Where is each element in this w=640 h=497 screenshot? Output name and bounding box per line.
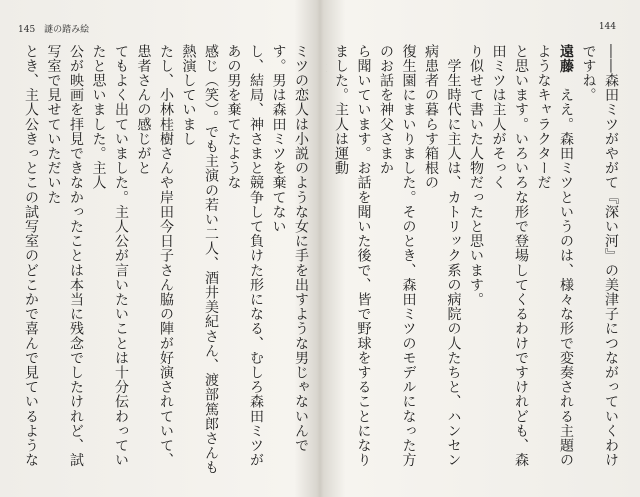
- line-text: てもよく出ていました。主人公が言いたいことは十分伝わっていたと思いました。主人: [90, 44, 129, 468]
- left-running-title: 謎の踏み絵: [44, 25, 90, 35]
- right-page-body: [326, 44, 622, 476]
- text-line: [16, 44, 42, 476]
- left-page-body: [16, 44, 312, 476]
- right-page: [320, 0, 640, 497]
- line-text: とき、主人公きっとこの試写室のどこかで喜んで見ているような: [23, 44, 39, 468]
- text-line: [465, 44, 488, 476]
- line-text: たし、小林桂樹さんや岸田今日子さん脇の陣が好演されていて、患者さんの感じがと: [135, 44, 174, 468]
- text-line: [177, 44, 222, 476]
- right-page-header: [599, 22, 622, 32]
- text-line: [42, 44, 87, 476]
- text-line: [330, 44, 375, 476]
- line-text: し、結局、神さまと競争して負けた形になる、むしろ森田ミツがあの男を棄てたような: [225, 44, 264, 468]
- text-line: [267, 44, 312, 476]
- text-line: [487, 44, 532, 476]
- text-line: [132, 44, 177, 476]
- line-text: 復生園にまいりました。そのとき、森田ミツのモデルになった方のお話を神父さまか: [378, 44, 417, 468]
- line-text: [326, 44, 327, 475]
- line-text: ミツの恋人は小説のような女に手を出すような男じゃないんです。男は森田ミツを棄てない: [270, 44, 309, 453]
- text-line: [420, 44, 465, 476]
- line-text: と思います。いろいろな形で登場してくるわけですけれども、森田ミツは主人がそっく: [490, 44, 529, 468]
- line-text: 学生時代に主人は、カトリック系の病院の人たちと、ハンセン病患者の暮らす箱根の: [423, 44, 462, 468]
- left-page-number: 145: [18, 25, 36, 35]
- right-page-number: 144: [598, 22, 616, 32]
- text-line: [87, 44, 132, 476]
- text-line: [222, 44, 267, 476]
- line-text: ――森田ミツがやがて『深い河』の美津子につながっていくわけですね。: [580, 44, 619, 468]
- text-line: [326, 44, 330, 476]
- text-line: [577, 44, 622, 476]
- line-text: 感じ（笑）。でも主演の若い二人、酒井美紀さん、渡部篤郎さんも熱演していまし: [180, 44, 219, 475]
- text-line: [375, 44, 420, 476]
- text-line: [532, 44, 577, 476]
- line-text: ら聞いています。お話を聞いた後で、皆で野球をすることになりました。主人は運動: [333, 44, 372, 468]
- line-text: 公が映画を拝見できなかったことは本当に残念でしたけれど、試写室で見せていただいた: [45, 44, 84, 468]
- line-text: ええ。森田ミツというのは、様々な形で変奏される主題のようなキャラクターだ: [535, 44, 574, 468]
- left-page-header: [18, 22, 89, 35]
- line-text: り似せて書いた人物だったと思います。: [468, 44, 484, 307]
- speaker-label: 遠藤: [558, 44, 574, 74]
